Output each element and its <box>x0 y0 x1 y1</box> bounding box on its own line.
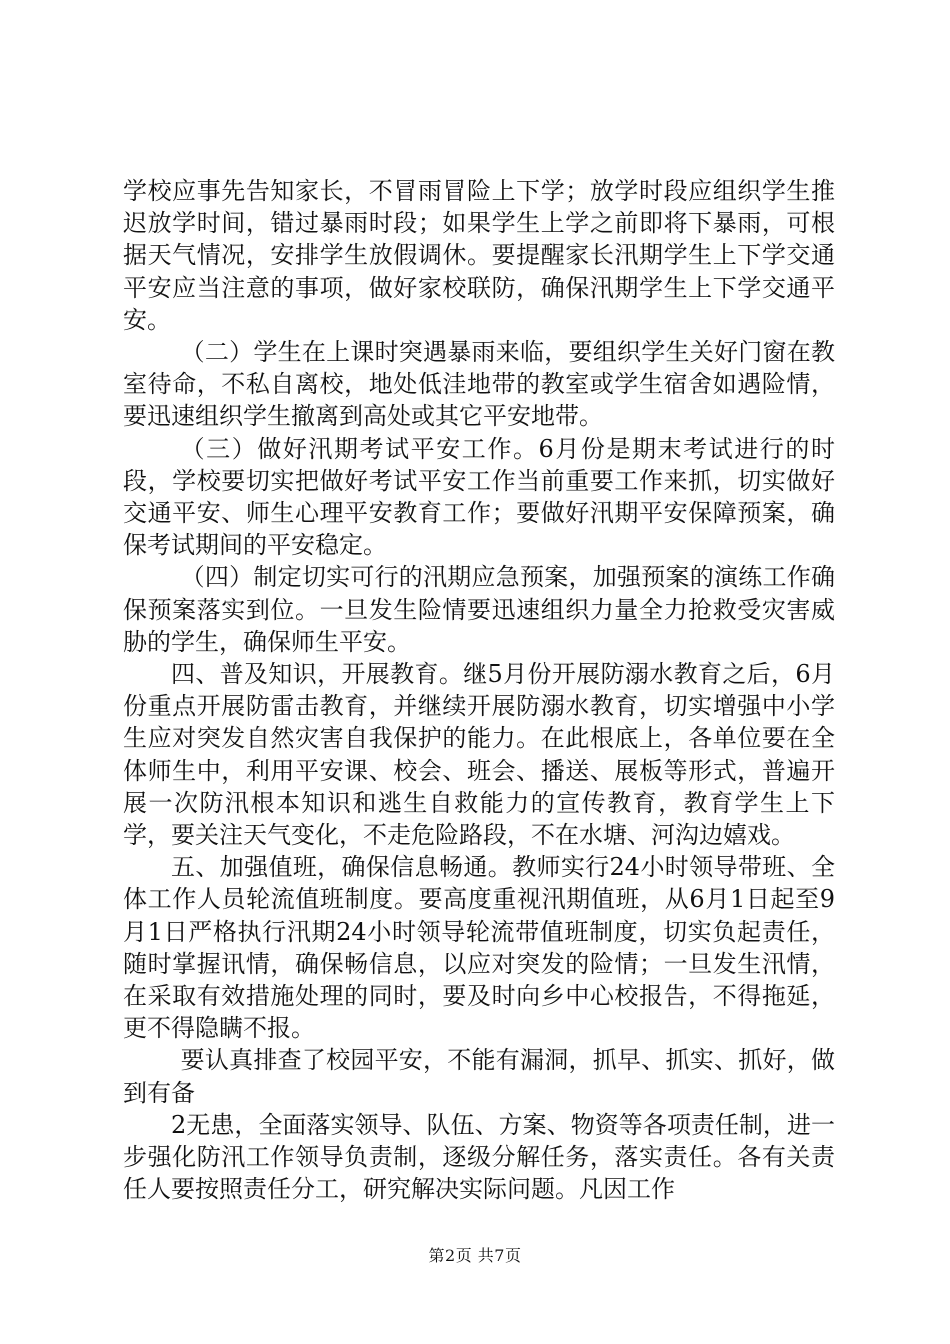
paragraph-1: 学校应事先告知家长，不冒雨冒险上下学；放学时段应组织学生推迟放学时间，错过暴雨时段；如果学生上学之前即将下暴雨，可根据天气情况，安排学生放假调休。要提醒家长汛期学生上下学交通平安应当注意的事项，做好家校联防，确保汛期学生上下学交通平安。 <box>123 177 835 334</box>
paragraph-2: （二）学生在上课时突遇暴雨来临，要组织学生关好门窗在教室待命，不私自离校，地处低洼地带的教室或学生宿舍如遇险情，要迅速组织学生撤离到高处或其它平安地带。 <box>123 338 835 431</box>
page-number-footer: 第2页 共7页 <box>428 1246 522 1265</box>
paragraph-6: 五、加强值班，确保信息畅通。教师实行24小时领导带班、全体工作人员轮流值班制度。要高度重视汛期值班，从6月1日起至9月1日严格执行汛期24小时领导轮流带值班制度，切实负起责任，随时掌握讯情，确保畅信息，以应对突发的险情；一旦发生汛情，在采取有效措施处理的同时，要及时向乡中心校报告，不得拖延，更不得隐瞒不报。 <box>123 853 835 1043</box>
paragraph-8: 2无患，全面落实领导、队伍、方案、物资等各项责任制，进一步强化防汛工作领导负责制，逐级分解任务，落实责任。各有关责任人要按照责任分工，研究解决实际问题。凡因工作 <box>123 1110 835 1204</box>
paragraph-3: （三）做好汛期考试平安工作。6月份是期末考试进行的时段，学校要切实把做好考试平安工作当前重要工作来抓，切实做好交通平安、师生心理平安教育工作；要做好汛期平安保障预案，确保考试期间的平安稳定。 <box>123 434 835 560</box>
paragraph-5: 四、普及知识，开展教育。继5月份开展防溺水教育之后，6月份重点开展防雷击教育，并继续开展防溺水教育，切实增强中小学生应对突发自然灾害自我保护的能力。在此根底上，各单位要在全体师生中，利用平安课、校会、班会、播送、展板等形式，普遍开展一次防汛根本知识和逃生自救能力的宣传教育，教育学生上下学，要关注天气变化，不走危险路段，不在水塘、河沟边嬉戏。 <box>123 660 835 850</box>
paragraph-7: 要认真排查了校园平安，不能有漏洞，抓早、抓实、抓好，做到有备 <box>123 1046 835 1107</box>
paragraph-4: （四）制定切实可行的汛期应急预案，加强预案的演练工作确保预案落实到位。一旦发生险情要迅速组织力量全力抢救受灾害威胁的学生，确保师生平安。 <box>123 563 835 656</box>
document-body <box>123 175 835 1206</box>
